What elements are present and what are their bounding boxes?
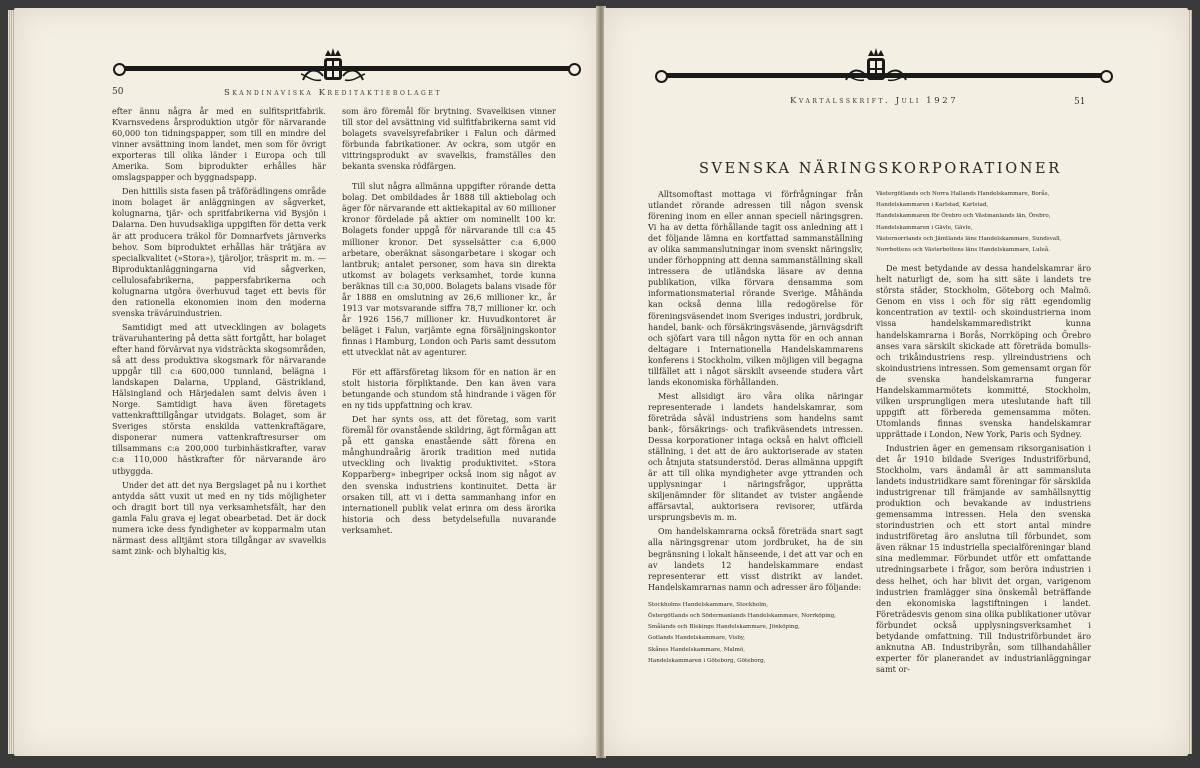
list-item: Stockholms Handelskammare, Stockholm, xyxy=(648,601,769,608)
paragraph: Till slut några allmänna uppgifter rörande detta bolag. Det ombildades år 1888 till aktiebolag och äger för närvarande ett aktiekapital av 60 millioner kronor fördelade på aktier om nominellt 100 kr. Bolagets fonder uppgå för närvarande till c:a 45 millioner kronor. Det sysselsätter c:a 6,000 arbetare, oberäknat säsongarbetare i skogar och lantbruk; antalet personer, som hava sin direkta utkomst av bolagets verksamhet, torde kunna beräknas till c:a 30,000. Bolagets balans visade för år 1888 en omslutning av 26,6 millioner kr., år 1913 var motsvarande siffra 78,7 millioner kr. och år 1926 156,7 millioner kr. Huvudkontoret är beläget i Falun, varjämte egna försäljningskontor finnas i Hamburg, London och Paris samt dessutom ett utvecklat nät av agenturer. xyxy=(342,181,556,357)
chamber-list xyxy=(648,600,863,667)
list-item: Östergötlands och Södermanlands Handelskammare, Norrköping, xyxy=(648,612,836,619)
chamber-list-continued xyxy=(876,189,1091,256)
right-column-1 xyxy=(648,189,863,667)
list-item: Skånes Handelskammare, Malmö, xyxy=(648,646,745,653)
crest-ornament-icon xyxy=(842,46,910,86)
list-item: Gotlands Handelskammare, Visby, xyxy=(648,635,745,642)
list-item: Norrbottens och Västerbottens läns Handelskammare, Luleå. xyxy=(876,247,1050,254)
list-item: Handelskammaren i Gävle, Gävle, xyxy=(876,224,973,231)
list-item: Handelskammaren i Göteborg, Göteborg, xyxy=(648,657,766,664)
paragraph: Alltsomoftast mottaga vi förfrågningar från utlandet rörande adressen till någon svensk förening inom en eller annan speciell näringsgren. Vi ha av detta förhållande tagit oss anledning att i det följande lämna en kortfattad sammanställning av olika sammanslutningar inom svenskt näringsliv, under förhoppning att denna sammanställning skall intressera de utländska läsare av denna publikation, vilka förvara densamma som informationsmaterial rörande Sverige. Måhända kan också denna lilla redogörelse för föreningsväsendet inom Sveriges industri, jordbruk, handel, bank- och försäkringsväsende, järnvägsdrift och sjöfart vara till någon nytta för en och annan deltagare i Internationella Handelskammarens konferens i Stockholm, vilken möjligen vill begagna tillfället att i något särskilt avseende studera vårt lands ekonomiska förhållanden. xyxy=(648,189,863,387)
page-number: 50 xyxy=(112,87,124,97)
header-rule xyxy=(664,73,1104,78)
left-page xyxy=(14,8,598,756)
right-column-2 xyxy=(876,189,1091,675)
paragraph: Samtidigt med att utvecklingen av bolagets trävaruhantering på detta sätt fortgått, har bolaget efter hand förvärvat nya vidsträckta skogsområden, så att dess produktiva skogsmark för närvarande uppgår till c:a 600,000 tunnland, belägna i landskapen Dalarna, Uppland, Gästrikland, Hälsingland och Härjedalen samt delvis även i Norge. Samtidigt hava även företagets vattenkrafttillgångar utvidgats. Bolaget, som är Sveriges största enskilda vattenkraftägare, disponerar numera vattenkraftresurser om tillsammans c:a 200,000 turbinhästkrafter, varav c:a 110,000 hästkrafter för närvarande äro utbyggda. xyxy=(112,321,326,476)
list-item: Smålands och Blekinge Handelskammare, Jönköping, xyxy=(648,624,800,631)
header-rule xyxy=(122,66,572,71)
paragraph: som äro föremål för brytning. Svavelkisen vinner till stor del avsättning vid sulfitfabrikerna samt vid bolagets svavelsyrefabriker i Falun och därmed förbunda fabrikationer. Av ockra, som utgör en vittringsprodukt av svavelkis, framställes den bekanta svenska rödfärgen. xyxy=(342,106,556,172)
list-item: Handelskammaren i Karlstad, Karlstad, xyxy=(876,202,989,209)
page-number: 51 xyxy=(1074,97,1086,107)
paragraph: De mest betydande av dessa handelskamrar äro helt naturligt de, som ha sitt säte i landets tre största städer, Stockholm, Göteborg och Malmö. Genom en viss i och för sig rätt egendomlig koncentration av textil- och skoindustrierna inom vissa handelskammaredistrikt kunna handelskamrarna i Borås, Norrköping och Örebro anses vara särskilt skickade att företräda bomulls- och trikåindustriens resp. yllreindustriens och skoindustriens intressen. Som gemensamt organ för de svenska handelskamrarna fungerar Handelskammarmötets kommitté, Stockholm, vilken ursprungligen mera uteslutande haft till uppgift att förbereda gemensamma möten. Utomlands finnas svenska handelskamrar upprättade i London, New York, Paris och Sydney. xyxy=(876,263,1091,439)
paragraph: Mest allsidigt äro våra olika näringar representerade i landets handelskamrar, som företräda såväl industriens som handelns samt bank-, försäkrings- och trafikväsendets intressen. Dessa korporationer intaga också en halvt officiell ställning, i det att de äro auktoriserade av staten och åtnjuta statsunderstöd. Deras allmänna uppgift är att till olika myndigheter avge yttranden och upplysningar i näringsfrågor, upprätta skiljenämnder för slitandet av tvister angående affärsavtal, auktorisera revisorer, utfärda ursprungsbevis m. m. xyxy=(648,390,863,523)
paragraph: Industrien äger en gemensam riksorganisation i det år 1910 bildade Sveriges Industriförbund, Stockholm, vars ändamål är att sammansluta landets industriidkare samt föreningar för särskilda industrigrenar till främjande av samhällsnyttig produktion och bevakande av industriens gemensamma intressen. Hela den svenska storindustrien och ett stort antal mindre industriföretag äro anslutna till förbundet, som även räknar 15 industriella specialföreningar bland sina medlemmar. Förbundet utför ett omfattande utredningsarbete i frågor, som beröra industrien i dess helhet, och har blivit det organ, varigenom industrien framlägger sina önskemål beträffande den ekonomiska lagstiftningen i landet. Företrädesvis genom sina olika publikationer utövar förbundet också upplysningsverksamhet i betydande omfattning. Till Industriförbundet äro anknutna AB. Industribyrån, som tillhandahåller experter för planerandet av industrianläggningar samt or- xyxy=(876,442,1091,674)
list-item: Västernorrlands och Jämtlands läns Handelskammare, Sundsvall, xyxy=(876,235,1062,242)
running-head: Kvartalsskrift. Juli 1927 xyxy=(790,96,959,106)
paragraph: För ett affärsföretag liksom för en nation är en stolt historia förpliktande. Den kan även vara betungande och stundom stå hindrande i vägen för en ny tids uppfattning och krav. xyxy=(342,367,556,411)
paragraph: Det har synts oss, att det företag, som varit föremål för ovanstående skildring, ägt förmågan att på ett ganska enastående sätt förena en månghundraårig ärorik tradition med nutida utveckling och livaktig produktivitet. »Stora Kopparberg» inbegriper också inom sig något av den svenska industriens kontinuitet. Detta är orsaken till, att vi i detta sammanhang infor en internationell publik velat erinra om dess ärorika historia och dess betydelsefulla nuvarande verksamhet. xyxy=(342,414,556,535)
left-column-1 xyxy=(112,106,326,557)
list-item: Västergötlands och Norra Hallands Handelskammare, Borås, xyxy=(876,191,1050,197)
left-column-2 xyxy=(342,106,556,536)
paragraph: Om handelskamrarna också företräda snart sagt alla näringsgrenar utom jordbruket, ha de sin begränsning i lokalt hänseende, i det att var och en av landets 12 handelskammare endast representerar ett visst distrikt av landet. Handelskamrarnas namn och adresser äro följande: xyxy=(648,526,863,592)
right-page xyxy=(604,8,1188,756)
list-item: Handelskammaren för Örebro och Västmanlands län, Örebro, xyxy=(876,213,1051,220)
paragraph: Under det att det nya Bergslaget på nu i korthet antydda sätt vuxit ut med en ny tids möjligheter och dragit bort till nya verksamhetsfält, har den gamla Falu grava ej legat obearbetad. Det är dock numera icke dess fyndigheter av kopparmalm utan närmast dess alltjämt stora tillgångar av svavelkis samt zink- och blyhaltig kis, xyxy=(112,479,326,556)
paragraph: Den hittills sista fasen på träförädlingens område inom bolaget är anläggningen av sågverket, kolugnarna, tjär- och spritfabrikerna vid Bysjön i Dalarna. Den huvudsakliga uppgiften för detta verk är att producera träkol för Domnarfvets järnverks behov. Som biproduktet erhållas här trätjära av specialkvalitet (»Stora»), tjäroljor, träsprit m. m. — Biproduktanläggningarna vid sågverken, cellulosafabrikerna, pappersfabrikerna och kolugnarna utgöra överhuvud taget ett bevis för den rationella ekonomien inom den moderna svenska träváruindustrien. xyxy=(112,186,326,318)
paragraph: efter ännu några år med en sulfitspritfabrik. Kvarnsvedens årsproduktion utgör för närvarande 60,000 ton tidningspapper, som till en mindre del vinner avsättning inom landet, men som för övrigt exporteras till olika länder i Europa och till Amerika. Som biprodukter erhålles här omslagspapper och byggnadspapp. xyxy=(112,106,326,183)
running-head: Skandinaviska Kreditaktiebolaget xyxy=(224,88,442,98)
article-title: SVENSKA NÄRINGSKORPORATIONER xyxy=(699,161,1062,177)
